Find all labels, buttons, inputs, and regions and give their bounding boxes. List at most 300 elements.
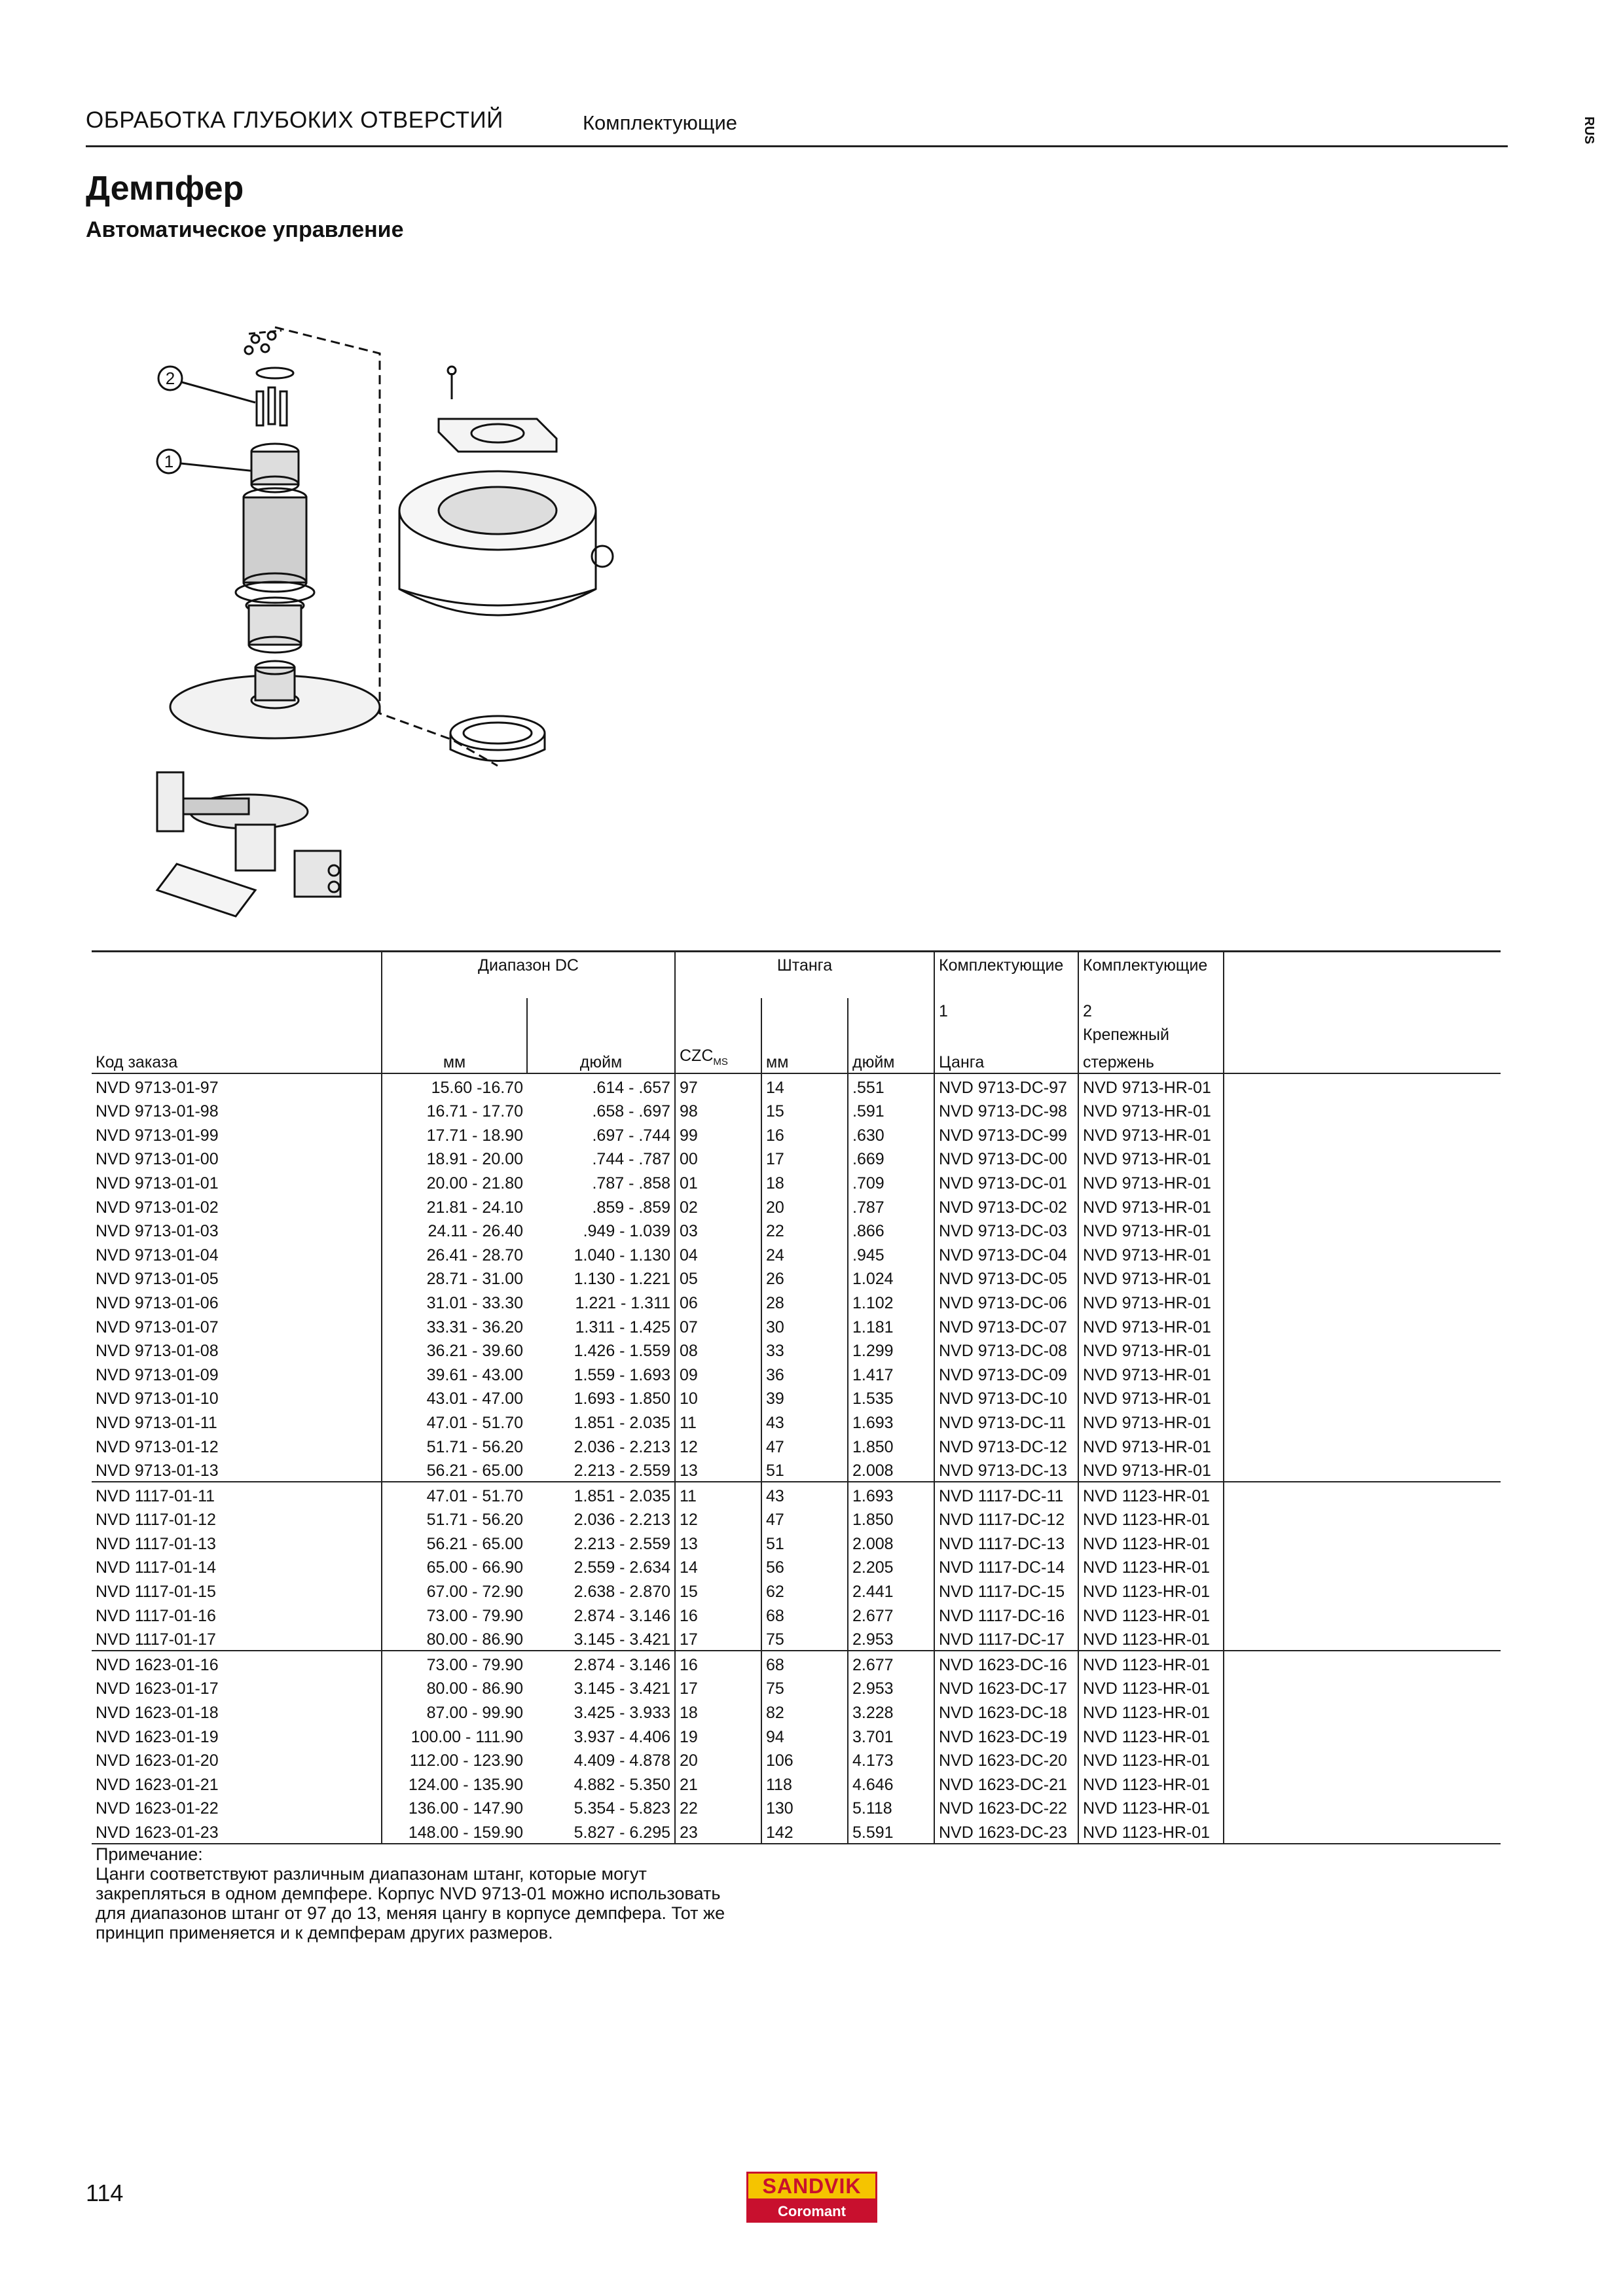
cell-order-code: NVD 1623-01-17	[96, 1679, 219, 1698]
cell-dc-mm: 26.41 - 28.70	[382, 1242, 527, 1266]
header-accessory-1-number: 1	[934, 998, 1078, 1022]
cell-collet: NVD 9713-DC-04	[934, 1242, 1078, 1266]
cell-spacer	[1224, 1338, 1501, 1362]
cell-czc: 97	[675, 1073, 761, 1098]
cell-czc: 99	[675, 1122, 761, 1146]
table-header-row-3	[92, 1022, 1501, 1045]
cell-order-code: NVD 9713-01-97	[96, 1078, 219, 1097]
cell-bar-inch: 2.008	[848, 1530, 934, 1554]
cell-order-code: NVD 1117-01-13	[96, 1534, 216, 1553]
table-body	[92, 1073, 1501, 1844]
cell-collet: NVD 9713-DC-13	[934, 1458, 1078, 1482]
cell-order-code: NVD 1117-01-17	[96, 1630, 216, 1649]
cell-dc-inch: .744 - .787	[592, 1150, 670, 1169]
cell-czc: 17	[675, 1626, 761, 1651]
table-row	[92, 1194, 1501, 1218]
cell-czc: 16	[675, 1602, 761, 1626]
cell-czc: 20	[675, 1748, 761, 1772]
cell-dc-inch: 5.354 - 5.823	[574, 1799, 670, 1818]
cell-czc: 03	[675, 1218, 761, 1242]
cell-collet: NVD 1623-DC-17	[934, 1676, 1078, 1700]
cell-bar-inch: 2.008	[848, 1458, 934, 1482]
header-accessory-2-name-line2: стержень	[1078, 1045, 1224, 1073]
cell-spacer	[1224, 1748, 1501, 1772]
cell-dc-inch: 2.874 - 3.146	[574, 1606, 670, 1625]
table-row	[92, 1602, 1501, 1626]
cell-czc: 19	[675, 1723, 761, 1748]
cell-bar-inch: 1.693	[848, 1409, 934, 1433]
cell-dc-inch: 1.559 - 1.693	[574, 1365, 670, 1384]
sandvik-coromant-logo	[746, 2172, 877, 2224]
note-body: Цанги соответствуют различным диапазонам штанг, которые могут закрепляться в одном демпфере. Корпус NVD 9713-01 можно использовать для диапазонов штанг от 97 до 13, меняя цангу в корпусе демпфера. Тот же принцип применяется и к демпферам других размеров.	[96, 1864, 725, 1943]
callout-label-1: 1	[164, 452, 174, 471]
cell-spacer	[1224, 1242, 1501, 1266]
cell-dc-mm: 148.00 - 159.90	[382, 1819, 527, 1844]
cell-pin: NVD 1123-HR-01	[1078, 1748, 1224, 1772]
cell-spacer	[1224, 1122, 1501, 1146]
cell-dc-mm: 16.71 - 17.70	[382, 1098, 527, 1122]
cell-dc-inch: .658 - .697	[592, 1102, 670, 1121]
cell-bar-mm: 30	[761, 1314, 848, 1338]
cell-order-code: NVD 1117-01-11	[92, 1482, 382, 1507]
table-row	[92, 1361, 1501, 1386]
note-title: Примечание:	[96, 1844, 203, 1864]
cell-czc: 00	[675, 1146, 761, 1170]
cell-dc-inch: 2.559 - 2.634	[574, 1558, 670, 1577]
cell-bar-inch: 2.441	[848, 1578, 934, 1602]
table-row	[92, 1795, 1501, 1820]
table-header-row-1	[92, 952, 1501, 999]
cell-bar-inch: 1.693	[848, 1482, 934, 1507]
cell-spacer	[1224, 1314, 1501, 1338]
note-block	[96, 1844, 848, 1943]
cell-bar-mm: 56	[761, 1554, 848, 1579]
cell-czc: 02	[675, 1194, 761, 1218]
cell-czc: 13	[675, 1458, 761, 1482]
cell-dc-inch: 4.882 - 5.350	[574, 1775, 670, 1794]
cell-collet: NVD 9713-DC-99	[934, 1122, 1078, 1146]
cell-dc-mm: 43.01 - 47.00	[382, 1386, 527, 1410]
cell-pin: NVD 9713-HR-01	[1078, 1266, 1224, 1290]
cell-spacer	[1224, 1651, 1501, 1676]
cell-bar-inch: 3.228	[848, 1699, 934, 1723]
cell-collet: NVD 9713-DC-10	[934, 1386, 1078, 1410]
cell-collet: NVD 1623-DC-20	[934, 1748, 1078, 1772]
cell-bar-inch: 5.118	[848, 1795, 934, 1820]
cell-order-code: NVD 1623-01-20	[96, 1751, 219, 1770]
cell-collet: NVD 1623-DC-21	[934, 1771, 1078, 1795]
table-row	[92, 1699, 1501, 1723]
cell-dc-mm: 100.00 - 111.90	[382, 1723, 527, 1748]
cell-bar-mm: 14	[761, 1073, 848, 1098]
cell-dc-mm: 56.21 - 65.00	[382, 1458, 527, 1482]
cell-dc-inch: .949 - 1.039	[583, 1222, 670, 1241]
cell-bar-mm: 142	[761, 1819, 848, 1844]
cell-collet: NVD 9713-DC-11	[934, 1409, 1078, 1433]
cell-collet: NVD 1623-DC-16	[934, 1651, 1078, 1676]
cell-spacer	[1224, 1433, 1501, 1458]
cell-dc-inch: 4.409 - 4.878	[574, 1751, 670, 1770]
cell-bar-inch: 2.677	[848, 1651, 934, 1676]
page-number: 114	[86, 2179, 124, 2206]
cell-dc-inch: 2.213 - 2.559	[574, 1462, 670, 1480]
cell-dc-inch: 2.213 - 2.559	[574, 1534, 670, 1553]
table-row	[92, 1386, 1501, 1410]
cell-order-code: NVD 1117-01-12	[96, 1511, 216, 1530]
cell-bar-inch: 1.535	[848, 1386, 934, 1410]
table-row	[92, 1676, 1501, 1700]
cell-bar-mm: 16	[761, 1122, 848, 1146]
cell-czc: 23	[675, 1819, 761, 1844]
cell-bar-mm: 68	[761, 1651, 848, 1676]
cell-dc-mm: 31.01 - 33.30	[382, 1289, 527, 1314]
cell-order-code: NVD 1623-01-18	[96, 1704, 219, 1723]
cell-dc-mm: 67.00 - 72.90	[382, 1578, 527, 1602]
cell-bar-inch: .866	[848, 1218, 934, 1242]
cell-spacer	[1224, 1554, 1501, 1579]
cell-spacer	[1224, 1626, 1501, 1651]
table-row	[92, 1266, 1501, 1290]
header-dc-mm: мм	[382, 1045, 527, 1073]
cell-dc-mm: 73.00 - 79.90	[382, 1602, 527, 1626]
cell-pin: NVD 9713-HR-01	[1078, 1386, 1224, 1410]
cell-dc-inch: .787 - .858	[592, 1174, 670, 1193]
cell-dc-inch: 3.145 - 3.421	[574, 1679, 670, 1698]
cell-czc: 17	[675, 1676, 761, 1700]
header-bar-inch: дюйм	[848, 1045, 934, 1073]
cell-bar-mm: 82	[761, 1699, 848, 1723]
logo-bottom-text: Coromant	[746, 2200, 877, 2223]
cell-bar-mm: 28	[761, 1289, 848, 1314]
cell-collet: NVD 1623-DC-19	[934, 1723, 1078, 1748]
cell-dc-inch: .614 - .657	[592, 1078, 670, 1097]
bolts-icon	[245, 332, 276, 354]
table-row	[92, 1578, 1501, 1602]
header-czc-label: CZC	[680, 1047, 714, 1065]
table-row	[92, 1433, 1501, 1458]
cell-order-code: NVD 9713-01-10	[96, 1390, 219, 1408]
cell-spacer	[1224, 1409, 1501, 1433]
cell-spacer	[1224, 1482, 1501, 1507]
cell-czc: 22	[675, 1795, 761, 1820]
cell-bar-mm: 106	[761, 1748, 848, 1772]
cell-order-code: NVD 1117-01-14	[96, 1558, 216, 1577]
table-row	[92, 1651, 1501, 1676]
cell-dc-inch: 2.036 - 2.213	[574, 1511, 670, 1530]
cell-pin: NVD 9713-HR-01	[1078, 1170, 1224, 1194]
cell-bar-inch: .591	[848, 1098, 934, 1122]
cell-pin: NVD 1123-HR-01	[1078, 1676, 1224, 1700]
damper-spec-table	[92, 950, 1508, 1844]
cell-dc-mm: 33.31 - 36.20	[382, 1314, 527, 1338]
header-accessory-2-name-line1: Крепежный	[1078, 1022, 1224, 1045]
table-row	[92, 1771, 1501, 1795]
cell-spacer	[1224, 1098, 1501, 1122]
cell-dc-mm: 65.00 - 66.90	[382, 1554, 527, 1579]
header-subsection: Комплектующие	[583, 111, 737, 134]
cell-spacer	[1224, 1289, 1501, 1314]
cell-order-code: NVD 9713-01-13	[96, 1462, 219, 1480]
cell-dc-mm: 51.71 - 56.20	[382, 1507, 527, 1531]
cell-dc-mm: 15.60 -16.70	[382, 1073, 527, 1098]
cell-spacer	[1224, 1676, 1501, 1700]
cell-bar-inch: 1.024	[848, 1266, 934, 1290]
cell-collet: NVD 1623-DC-23	[934, 1819, 1078, 1844]
cell-spacer	[1224, 1146, 1501, 1170]
cell-dc-mm: 28.71 - 31.00	[382, 1266, 527, 1290]
table-row	[92, 1289, 1501, 1314]
cell-czc: 11	[675, 1482, 761, 1507]
cell-spacer	[1224, 1386, 1501, 1410]
cell-spacer	[1224, 1723, 1501, 1748]
cell-pin: NVD 9713-HR-01	[1078, 1242, 1224, 1266]
cell-pin: NVD 1123-HR-01	[1078, 1507, 1224, 1531]
cell-bar-mm: 22	[761, 1218, 848, 1242]
header-order-code: Код заказа	[92, 1045, 382, 1073]
cell-order-code: NVD 1623-01-23	[92, 1819, 382, 1844]
cell-czc: 11	[675, 1409, 761, 1433]
cell-bar-mm: 39	[761, 1386, 848, 1410]
cell-collet: NVD 9713-DC-12	[934, 1433, 1078, 1458]
header-dc-range: Диапазон DC	[382, 952, 675, 999]
cell-bar-mm: 43	[761, 1409, 848, 1433]
table-row	[92, 1098, 1501, 1122]
cell-czc: 15	[675, 1578, 761, 1602]
table-row	[92, 1073, 1501, 1098]
cell-dc-inch: 2.638 - 2.870	[574, 1583, 670, 1602]
cell-order-code: NVD 9713-01-04	[96, 1246, 219, 1265]
cell-dc-mm: 73.00 - 79.90	[382, 1651, 527, 1676]
page-subtitle: Автоматическое управление	[86, 217, 404, 242]
header-czc-sub: MS	[713, 1056, 728, 1067]
cell-bar-inch: 2.953	[848, 1626, 934, 1651]
cell-dc-inch: 1.851 - 2.035	[527, 1482, 675, 1507]
cell-dc-inch: 1.040 - 1.130	[574, 1246, 670, 1265]
cell-czc: 07	[675, 1314, 761, 1338]
table-row	[92, 1554, 1501, 1579]
cell-dc-mm: 124.00 - 135.90	[382, 1771, 527, 1795]
cell-dc-inch: 1.851 - 2.035	[574, 1413, 670, 1432]
cell-dc-inch: 1.426 - 1.559	[574, 1342, 670, 1361]
header-bar: Штанга	[675, 952, 934, 999]
cell-order-code: NVD 9713-01-06	[96, 1293, 219, 1312]
cell-pin: NVD 9713-HR-01	[1078, 1458, 1224, 1482]
cell-spacer	[1224, 1361, 1501, 1386]
cell-order-code: NVD 1623-01-16	[92, 1651, 382, 1676]
cell-czc: 10	[675, 1386, 761, 1410]
cell-collet: NVD 9713-DC-00	[934, 1146, 1078, 1170]
cell-collet: NVD 1117-DC-17	[934, 1626, 1078, 1651]
table-row	[92, 1530, 1501, 1554]
cell-dc-mm: 39.61 - 43.00	[382, 1361, 527, 1386]
cell-spacer	[1224, 1699, 1501, 1723]
cell-dc-inch: 3.145 - 3.421	[574, 1630, 670, 1649]
cell-spacer	[1224, 1073, 1501, 1098]
cell-dc-mm: 80.00 - 86.90	[382, 1676, 527, 1700]
table-row	[92, 1748, 1501, 1772]
cell-spacer	[1224, 1530, 1501, 1554]
cell-pin: NVD 1123-HR-01	[1078, 1819, 1224, 1844]
cell-bar-mm: 24	[761, 1242, 848, 1266]
cell-bar-inch: 2.205	[848, 1554, 934, 1579]
cell-pin: NVD 1123-HR-01	[1078, 1699, 1224, 1723]
table-row	[92, 1314, 1501, 1338]
cell-order-code: NVD 1623-01-22	[96, 1799, 219, 1818]
cell-bar-inch: 5.591	[848, 1819, 934, 1844]
cell-collet: NVD 9713-DC-09	[934, 1361, 1078, 1386]
table-row	[92, 1338, 1501, 1362]
cell-bar-inch: 4.173	[848, 1748, 934, 1772]
cell-bar-mm: 18	[761, 1170, 848, 1194]
cell-czc: 12	[675, 1433, 761, 1458]
cell-collet: NVD 9713-DC-06	[934, 1289, 1078, 1314]
cell-pin: NVD 1123-HR-01	[1078, 1795, 1224, 1820]
cell-bar-inch: 4.646	[848, 1771, 934, 1795]
cell-bar-mm: 94	[761, 1723, 848, 1748]
cell-bar-mm: 36	[761, 1361, 848, 1386]
cell-dc-inch: 2.036 - 2.213	[574, 1437, 670, 1456]
cell-dc-mm: 36.21 - 39.60	[382, 1338, 527, 1362]
table-row	[92, 1218, 1501, 1242]
cell-order-code: NVD 9713-01-03	[96, 1222, 219, 1241]
cell-collet: NVD 9713-DC-98	[934, 1098, 1078, 1122]
cell-bar-mm: 51	[761, 1530, 848, 1554]
cell-order-code: NVD 1117-01-15	[96, 1583, 216, 1602]
cell-collet: NVD 9713-DC-08	[934, 1338, 1078, 1362]
cell-czc: 21	[675, 1771, 761, 1795]
table-row	[92, 1626, 1501, 1651]
cell-bar-inch: .669	[848, 1146, 934, 1170]
cell-bar-inch: .787	[848, 1194, 934, 1218]
cell-order-code: NVD 9713-01-02	[96, 1198, 219, 1217]
cell-dc-mm: 136.00 - 147.90	[382, 1795, 527, 1820]
cell-bar-mm: 26	[761, 1266, 848, 1290]
header-section-title: ОБРАБОТКА ГЛУБОКИХ ОТВЕРСТИЙ	[86, 107, 503, 133]
cell-dc-inch: 1.221 - 1.311	[575, 1293, 670, 1312]
header-bar-mm: мм	[761, 1045, 848, 1073]
logo-top-text: SANDVIK	[746, 2172, 877, 2200]
cell-dc-mm: 47.01 - 51.70	[382, 1409, 527, 1433]
cell-dc-inch: 1.693 - 1.850	[574, 1390, 670, 1408]
cell-spacer	[1224, 1795, 1501, 1820]
cell-pin: NVD 9713-HR-01	[1078, 1098, 1224, 1122]
cell-bar-inch: 1.850	[848, 1507, 934, 1531]
cell-czc: 04	[675, 1242, 761, 1266]
cell-bar-inch: .630	[848, 1122, 934, 1146]
cell-collet: NVD 9713-DC-03	[934, 1218, 1078, 1242]
cell-czc: 16	[675, 1651, 761, 1676]
cell-czc: 98	[675, 1098, 761, 1122]
cell-pin: NVD 1123-HR-01	[1078, 1771, 1224, 1795]
cell-dc-mm: 80.00 - 86.90	[382, 1626, 527, 1651]
cell-czc: 05	[675, 1266, 761, 1290]
cell-bar-inch: 1.181	[848, 1314, 934, 1338]
cell-bar-inch: 2.953	[848, 1676, 934, 1700]
motor-bracket-icon	[157, 772, 183, 831]
cell-collet: NVD 1117-DC-11	[934, 1482, 1078, 1507]
table-header-row-4	[92, 1045, 1501, 1073]
cell-dc-inch: 2.874 - 3.146	[527, 1651, 675, 1676]
cell-dc-inch: 3.937 - 4.406	[574, 1727, 670, 1746]
table-header-row-2	[92, 998, 1501, 1022]
cell-dc-mm: 21.81 - 24.10	[382, 1194, 527, 1218]
cell-collet: NVD 9713-DC-01	[934, 1170, 1078, 1194]
callout-label-2: 2	[165, 368, 175, 388]
cell-dc-mm: 56.21 - 65.00	[382, 1530, 527, 1554]
cell-bar-mm: 43	[761, 1482, 848, 1507]
cell-dc-inch: 3.425 - 3.933	[574, 1704, 670, 1723]
cell-bar-inch: 1.850	[848, 1433, 934, 1458]
cell-order-code: NVD 1117-01-16	[96, 1606, 216, 1625]
cell-collet: NVD 9713-DC-02	[934, 1194, 1078, 1218]
page-title: Демпфер	[86, 170, 244, 207]
cell-bar-inch: 1.417	[848, 1361, 934, 1386]
header-accessory-2: Комплектующие	[1078, 952, 1224, 999]
cell-order-code: NVD 9713-01-08	[96, 1342, 219, 1361]
cell-order-code: NVD 9713-01-09	[96, 1365, 219, 1384]
cell-pin: NVD 1123-HR-01	[1078, 1578, 1224, 1602]
cell-spacer	[1224, 1602, 1501, 1626]
cell-pin: NVD 1123-HR-01	[1078, 1554, 1224, 1579]
cell-collet: NVD 1117-DC-16	[934, 1602, 1078, 1626]
cell-spacer	[1224, 1507, 1501, 1531]
cell-spacer	[1224, 1578, 1501, 1602]
cell-pin: NVD 1123-HR-01	[1078, 1723, 1224, 1748]
cell-pin: NVD 9713-HR-01	[1078, 1338, 1224, 1362]
cell-order-code: NVD 9713-01-07	[96, 1318, 219, 1336]
cell-spacer	[1224, 1218, 1501, 1242]
cell-collet: NVD 1117-DC-12	[934, 1507, 1078, 1531]
cell-pin: NVD 1123-HR-01	[1078, 1482, 1224, 1507]
cell-bar-mm: 75	[761, 1626, 848, 1651]
cell-dc-mm: 47.01 - 51.70	[382, 1482, 527, 1507]
cell-order-code: NVD 9713-01-00	[96, 1150, 219, 1169]
cell-bar-inch: 2.677	[848, 1602, 934, 1626]
cell-collet: NVD 1117-DC-13	[934, 1530, 1078, 1554]
cell-collet: NVD 1623-DC-22	[934, 1795, 1078, 1820]
cell-pin: NVD 9713-HR-01	[1078, 1433, 1224, 1458]
cell-pin: NVD 1123-HR-01	[1078, 1626, 1224, 1651]
header-collet: Цанга	[934, 1045, 1078, 1073]
cell-spacer	[1224, 1194, 1501, 1218]
cell-bar-mm: 47	[761, 1433, 848, 1458]
table-row	[92, 1819, 1501, 1844]
cell-collet: NVD 1117-DC-14	[934, 1554, 1078, 1579]
cell-order-code: NVD 9713-01-98	[96, 1102, 219, 1121]
header-accessory-1: Комплектующие	[934, 952, 1078, 999]
cell-bar-mm: 118	[761, 1771, 848, 1795]
cell-order-code: NVD 1623-01-19	[96, 1727, 219, 1746]
cell-collet: NVD 1117-DC-15	[934, 1578, 1078, 1602]
cell-order-code: NVD 9713-01-12	[96, 1437, 219, 1456]
cell-dc-mm: 17.71 - 18.90	[382, 1122, 527, 1146]
cell-bar-mm: 51	[761, 1458, 848, 1482]
cell-pin: NVD 9713-HR-01	[1078, 1146, 1224, 1170]
cell-pin: NVD 9713-HR-01	[1078, 1218, 1224, 1242]
table-row	[92, 1507, 1501, 1531]
cell-dc-inch: 1.311 - 1.425	[575, 1318, 670, 1336]
cell-czc: 09	[675, 1361, 761, 1386]
cell-bar-mm: 15	[761, 1098, 848, 1122]
cell-bar-mm: 68	[761, 1602, 848, 1626]
cell-dc-mm: 112.00 - 123.90	[382, 1748, 527, 1772]
cell-spacer	[1224, 1266, 1501, 1290]
cell-collet: NVD 9713-DC-97	[934, 1073, 1078, 1098]
cell-collet: NVD 1623-DC-18	[934, 1699, 1078, 1723]
cell-dc-mm: 87.00 - 99.90	[382, 1699, 527, 1723]
cell-bar-mm: 62	[761, 1578, 848, 1602]
cell-pin: NVD 9713-HR-01	[1078, 1361, 1224, 1386]
